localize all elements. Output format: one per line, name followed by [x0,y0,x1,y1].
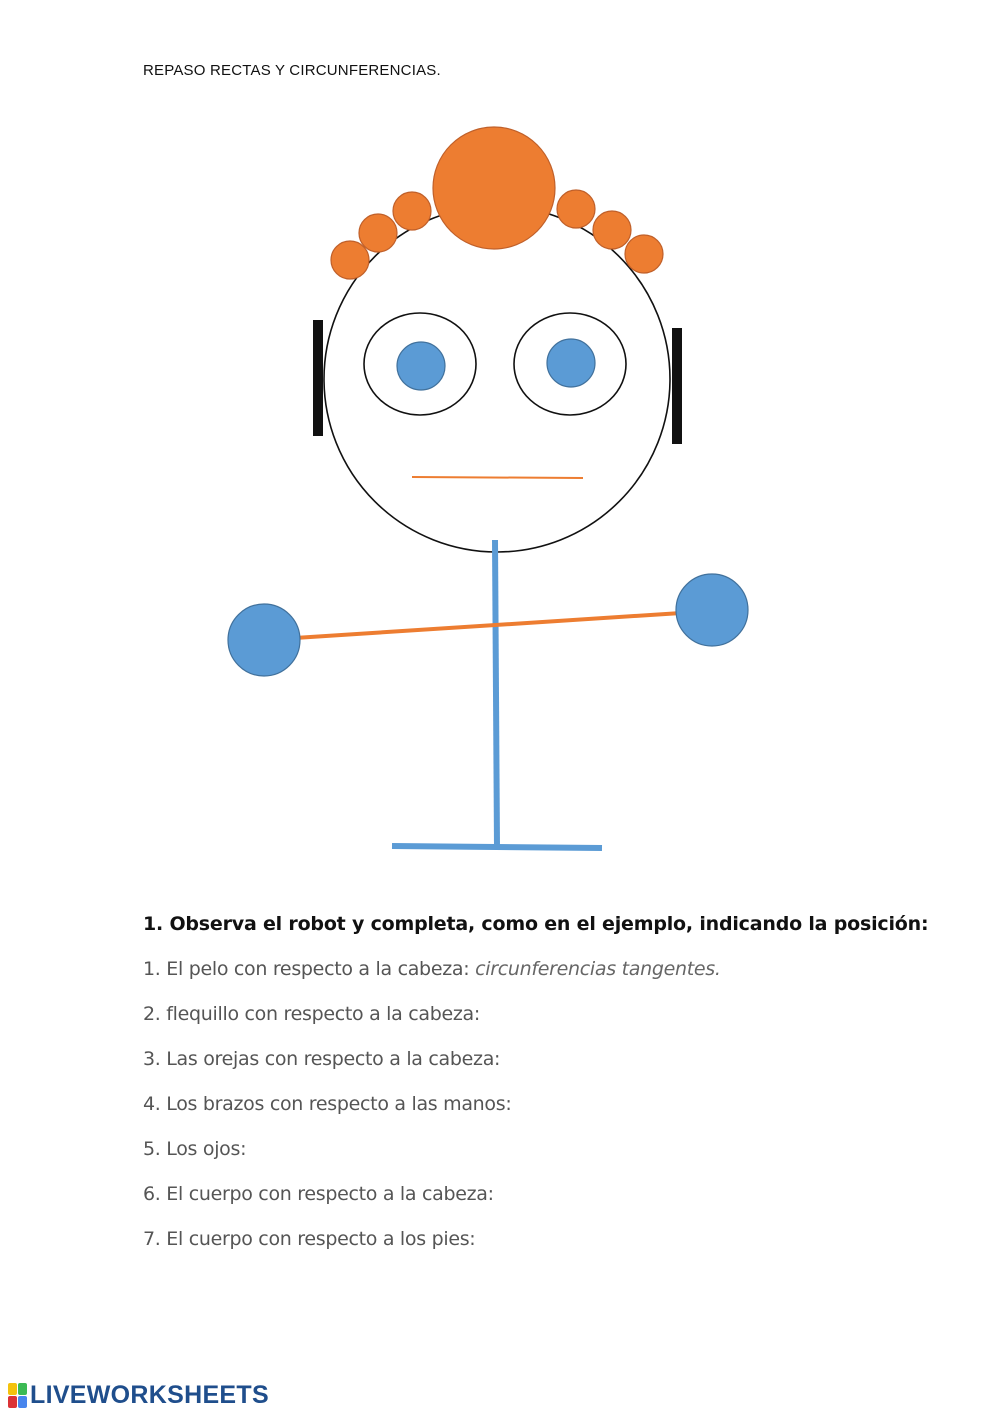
left-hand [228,604,300,676]
brand-name: LIVEWORKSHEETS [30,1380,269,1409]
logo-block [18,1383,27,1395]
question-item [143,958,721,1003]
question-item [143,1048,721,1093]
hair-curl [393,192,431,230]
logo-block [8,1383,17,1395]
hair-curl [593,211,631,249]
question-item [143,1183,721,1228]
right-hand [676,574,748,646]
question-item [143,1138,721,1183]
question-text: 5. Los ojos: [143,1138,247,1160]
body-line [495,540,497,848]
hair-curl [625,235,663,273]
question-item [143,1228,721,1273]
question-item [143,1093,721,1138]
right-pupil [547,339,595,387]
question-text: 6. El cuerpo con respecto a la cabeza: [143,1183,494,1205]
page-title: REPASO RECTAS Y CIRCUNFERENCIAS. [143,62,441,79]
question-answer[interactable]: circunferencias tangentes. [475,958,721,980]
logo-block [18,1396,27,1408]
question-text: 1. El pelo con respecto a la cabeza: [143,958,470,980]
arms-line [264,611,712,640]
mouth-line [412,477,583,478]
brand-footer[interactable] [8,1380,269,1410]
question-item [143,1003,721,1048]
question-list [143,958,721,1273]
question-text: 7. El cuerpo con respecto a los pies: [143,1228,476,1250]
question-text: 2. flequillo con respecto a la cabeza: [143,1003,480,1025]
logo-block [8,1396,17,1408]
exercise-instruction: 1. Observa el robot y completa, como en el ejemplo, indicando la posición: [143,913,929,935]
right-ear [672,328,682,444]
liveworksheets-logo-icon [8,1383,27,1408]
hair-curl [359,214,397,252]
question-text: 4. Los brazos con respecto a las manos: [143,1093,512,1115]
question-text: 3. Las orejas con respecto a la cabeza: [143,1048,501,1070]
hair-curl [557,190,595,228]
hair-fringe [433,127,555,249]
feet-line [392,846,602,848]
hair-curl [331,241,369,279]
left-pupil [397,342,445,390]
left-ear [313,320,323,436]
